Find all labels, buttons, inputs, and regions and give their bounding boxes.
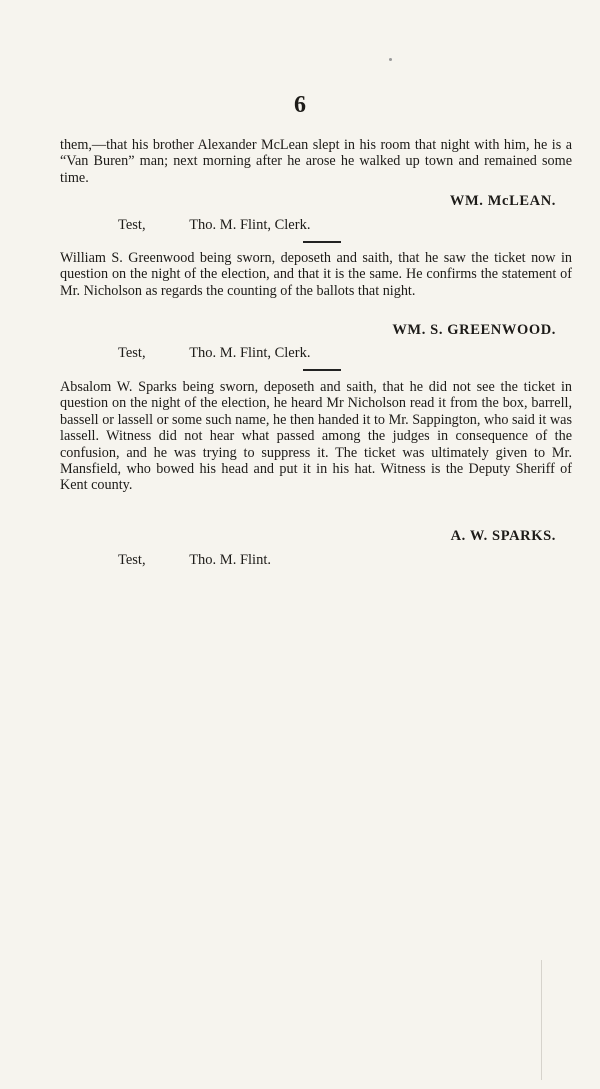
test-label: Test, [118, 217, 146, 233]
scan-edge-line [541, 960, 542, 1080]
deposition-greenwood-text: William S. Greenwood being sworn, deposeth and saith, that he saw the ticket now in question on the night of the election, and that it is the same. He confirms the statement of Mr. Nicholson as regards the counting of the ballots that night. [60, 250, 572, 299]
signature-greenwood: WM. S. GREENWOOD. [392, 322, 556, 338]
attestation-mclean [118, 217, 310, 234]
section-divider [303, 241, 341, 243]
section-divider [303, 369, 341, 371]
signature-mclean: WM. McLEAN. [449, 193, 556, 209]
deposition-sparks-text: Absalom W. Sparks being sworn, deposeth and saith, that he did not see the ticket in question on the night of the election, he heard Mr Nicholson read it from the box, barrell, bassell or lassell or some such name, he then handed it to Mr. Sappington, who said it was lassell. Witness did not hear what passed among the judges in consequence of the confusion, and he was trying to suppress it. The ticket was ultimately given to Mr. Mansfield, who bowed his head and put it in his hat. Witness is the Deputy Sheriff of Kent county. [60, 379, 572, 494]
paper-speck [389, 58, 392, 61]
clerk-name: Tho. M. Flint, Clerk. [189, 345, 311, 361]
signature-sparks: A. W. SPARKS. [450, 528, 556, 544]
test-label: Test, [118, 345, 146, 361]
clerk-name: Tho. M. Flint, Clerk. [189, 217, 311, 233]
clerk-name: Tho. M. Flint. [189, 552, 271, 568]
page-number: 6 [294, 92, 306, 118]
test-label: Test, [118, 552, 146, 568]
deposition-mclean-text: them,—that his brother Alexander McLean slept in his room that night with him, he is a “Van Buren” man; next morning after he arose he walked up town and remained some time. [60, 137, 572, 186]
attestation-greenwood [118, 345, 310, 362]
attestation-sparks [118, 552, 271, 569]
